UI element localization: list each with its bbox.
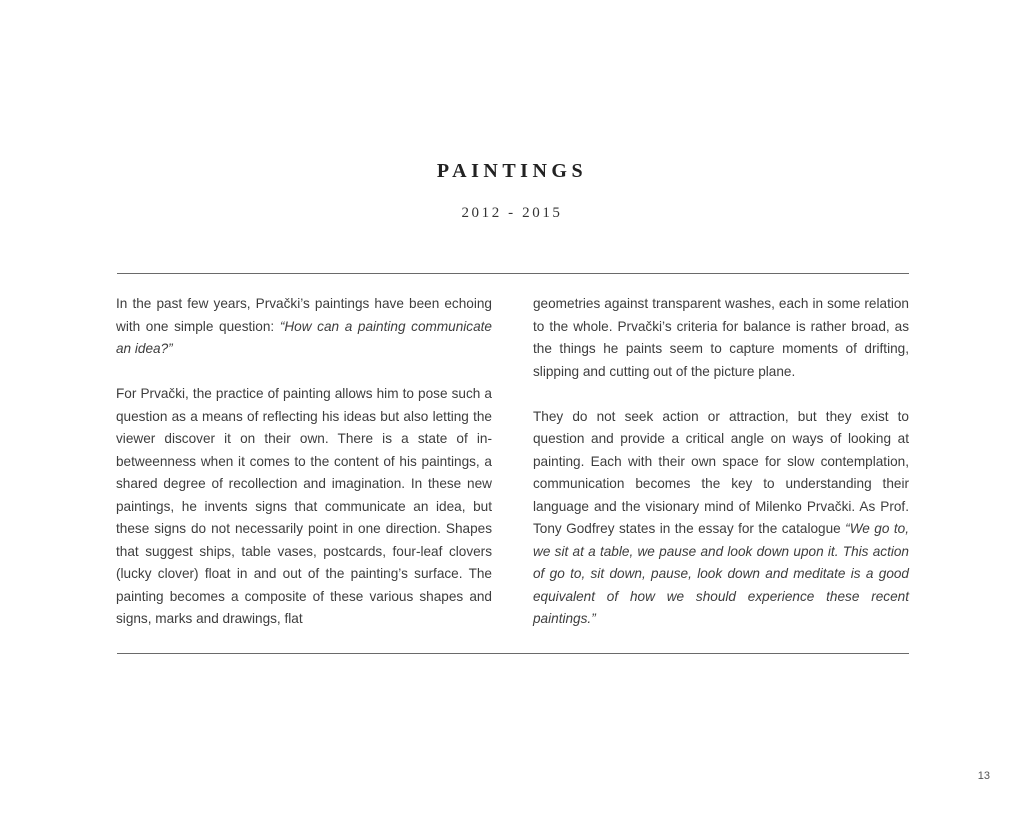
right-paragraph-1: geometries against transparent washes, each in some relation to the whole. Prvački’s criteria for balance is rather broad, as the things he paints seem to capture moments of drifting, slipping and cutting out of the picture plane.: [533, 296, 909, 379]
left-paragraph-1: [116, 293, 492, 361]
godfrey-quote: “We go to, we sit at a table, we pause and look down upon it. This action of go to, sit down, pause, look down and meditate is a good equivalent of how we should experience these recent paintings.”: [533, 521, 909, 626]
left-column: [116, 293, 492, 631]
page-title: PAINTINGS: [436, 160, 588, 182]
right-paragraph-2: [533, 406, 909, 631]
essay-text: They do not seek action or attraction, but they exist to question and provide a critical angle on ways of looking at painting. Each with their own space for slow contemplation, communication becomes the key to understanding their language and the visionary mind of Milenko Prvački. As Prof. Tony Godfrey states in the essay for the catalogue: [533, 408, 909, 536]
question-quote: “How can a painting communicate an idea?”: [116, 318, 492, 356]
date-range: 2012 - 2015: [461, 205, 563, 221]
right-column: [533, 293, 909, 631]
intro-text: In the past few years, Prvački’s paintings have been echoing with one simple question:: [116, 296, 492, 334]
bottom-divider: [117, 653, 909, 654]
left-paragraph-2: For Prvački, the practice of painting allows him to pose such a question as a means of reflecting his ideas but also letting the viewer discover it on their own. There is a state of in-betweenness when it comes to the content of his paintings, a shared degree of recollection and imagination. In these new paintings, he invents signs that communicate an idea, but these signs do not necessarily point in one direction. Shapes that suggest ships, table vases, postcards, four-leaf clovers (lucky clover) float in and out of the painting’s surface. The painting becomes a composite of these various shapes and signs, marks and drawings, flat: [116, 386, 492, 626]
top-divider: [117, 273, 909, 274]
page-number: 13: [977, 770, 990, 782]
